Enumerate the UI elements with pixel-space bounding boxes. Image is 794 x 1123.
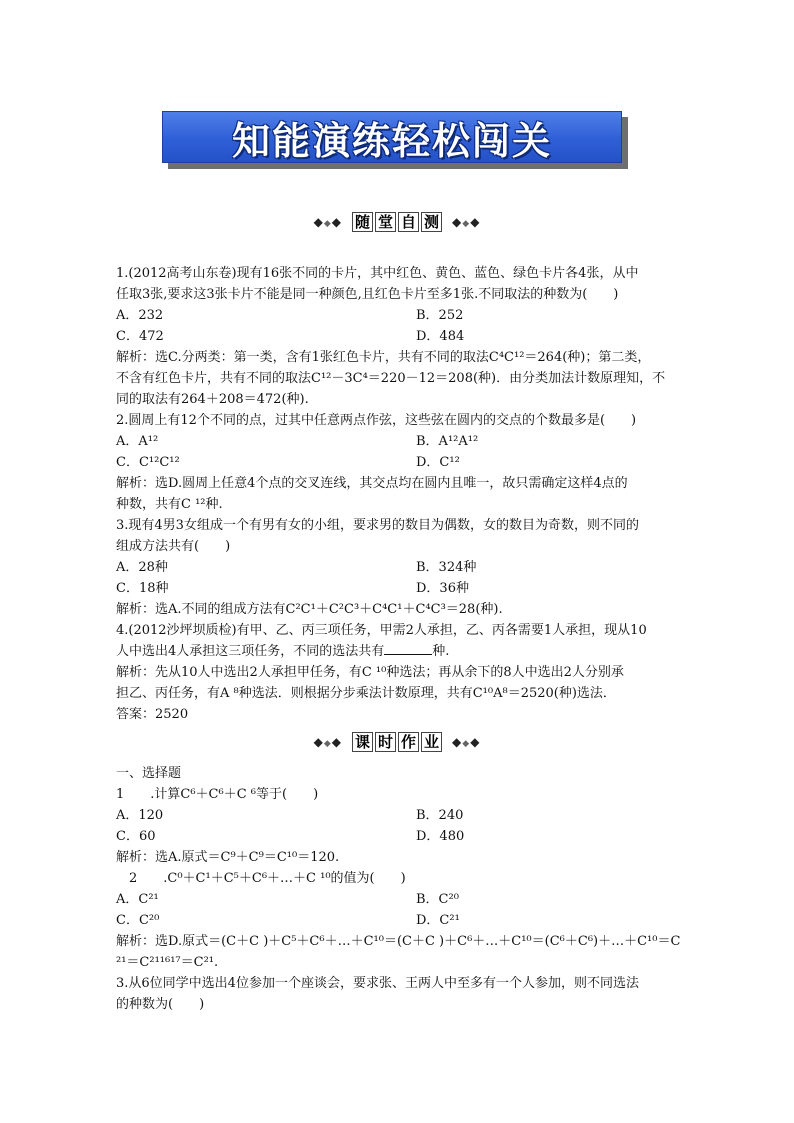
- section-title-char: 测: [421, 212, 442, 232]
- banner-box: [162, 111, 622, 163]
- solution-text: 解析：先从10人中选出2人承担甲任务，有C ¹⁰种选法；再从余下的8人中选出2人分别承: [116, 665, 624, 680]
- section-homework-content: [116, 763, 682, 1015]
- section-title: [348, 732, 446, 752]
- option: C．C²⁰: [116, 913, 160, 928]
- options-row: [116, 910, 682, 931]
- question-text: 2.圆周上有12个不同的点，过其中任意两点作弦，这些弦在圆内的交点的个数最多是( ): [116, 413, 637, 428]
- option: B．240: [416, 808, 464, 823]
- section-practice-content: [116, 263, 682, 725]
- section-header-practice: [0, 210, 794, 234]
- option: B．A¹²A¹²: [416, 434, 479, 449]
- option: A．28种: [116, 560, 168, 575]
- question-text: 2 .C⁰＋C¹＋C⁵＋C⁶＋…＋C ¹⁰的值为( ): [116, 871, 406, 886]
- section-title-char: 时: [375, 732, 396, 752]
- question-text: 3.从6位同学中选出4位参加一个座谈会，要求张、王两人中至多有一个人参加，则不同选法: [116, 976, 639, 991]
- option: B．C²⁰: [416, 892, 459, 907]
- left-ornament: ◆◆◆: [313, 735, 342, 749]
- right-ornament: ◆◆◆: [452, 735, 481, 749]
- section-title-char: 自: [398, 212, 419, 232]
- section-title-char: 业: [421, 732, 442, 752]
- answer-text: 答案：2520: [116, 707, 189, 722]
- option: B．252: [416, 308, 464, 323]
- solution-text: 担乙、丙任务，有A ⁸种选法．则根据分步乘法计数原理，共有C¹⁰A⁸＝2520(种)选法．: [116, 686, 616, 701]
- option: A．232: [116, 308, 164, 323]
- option: C．472: [116, 329, 164, 344]
- question-text: [116, 641, 682, 662]
- options-row: [116, 805, 682, 826]
- part-heading: 一、选择题: [116, 766, 182, 781]
- option: D．480: [416, 829, 465, 844]
- option: C．C¹²C¹²: [116, 455, 180, 470]
- option: D．C¹²: [416, 455, 460, 470]
- options-row: [116, 305, 682, 326]
- option: A．120: [116, 808, 164, 823]
- options-row: [116, 578, 682, 599]
- question-text: 1.(2012高考山东卷)现有16张不同的卡片，其中红色、黄色、蓝色、绿色卡片各4张，从中: [116, 266, 639, 281]
- options-row: [116, 889, 682, 910]
- right-ornament: ◆◆◆: [452, 215, 481, 229]
- solution-text: 解析：选D.圆周上任意4个点的交叉连线，其交点均在圆内且唯一，故只需确定这样4点的: [116, 476, 628, 491]
- question-text: 的种数为( ): [116, 997, 205, 1012]
- section-title-char: 随: [352, 212, 373, 232]
- question-fragment: 人中选出4人承担这三项任务，不同的选法共有: [116, 644, 385, 659]
- solution-text: 解析：选A.原式＝C⁹＋C⁹＝C¹⁰＝120.: [116, 850, 340, 865]
- question-text: 3.现有4男3女组成一个有男有女的小组，要求男的数目为偶数，女的数目为奇数，则不同的: [116, 518, 639, 533]
- option: A．C²¹: [116, 892, 159, 907]
- answer-blank[interactable]: [384, 641, 432, 655]
- option: D．36种: [416, 581, 469, 596]
- section-title-char: 课: [352, 732, 373, 752]
- options-row: [116, 326, 682, 347]
- options-row: [116, 557, 682, 578]
- option: C．60: [116, 829, 156, 844]
- solution-text: 解析：选D.原式＝(C＋C )＋C⁵＋C⁶＋…＋C¹⁰＝(C＋C )＋C⁶＋…＋C¹⁰＝(C⁶＋C⁶)＋…＋C¹⁰＝C: [116, 934, 681, 949]
- option: C．18种: [116, 581, 169, 596]
- solution-text: 解析：选C.分两类：第一类，含有1张红色卡片，共有不同的取法C⁴C¹²＝264(种)；第二类，: [116, 350, 651, 365]
- option: A．A¹²: [116, 434, 159, 449]
- solution-text: 种数，共有C ¹²种.: [116, 497, 223, 512]
- question-text: 任取3张,要求这3张卡片不能是同一种颜色,且红色卡片至多1张.不同取法的种数为( ): [116, 287, 619, 302]
- question-text: 组成方法共有( ): [116, 539, 231, 554]
- options-row: [116, 826, 682, 847]
- option: D．484: [416, 329, 465, 344]
- title-banner: [162, 111, 628, 169]
- section-title-char: 作: [398, 732, 419, 752]
- section-title-char: 堂: [375, 212, 396, 232]
- question-text: 1 .计算C⁶＋C⁶＋C ⁶等于( ): [116, 787, 319, 802]
- page-title: 知能演练轻松闯关: [231, 117, 552, 163]
- section-header-homework: [0, 730, 794, 754]
- option: B．324种: [416, 560, 477, 575]
- option: D．C²¹: [416, 913, 460, 928]
- question-text: 4.(2012沙坪坝质检)有甲、乙、丙三项任务，甲需2人承担，乙、丙各需要1人承担，现从10: [116, 623, 647, 638]
- options-row: [116, 431, 682, 452]
- section-title: [348, 212, 446, 232]
- solution-text: 解析：选A.不同的组成方法有C²C¹＋C²C³＋C⁴C¹＋C⁴C³＝28(种).: [116, 602, 503, 617]
- question-fragment: 种.: [432, 644, 450, 659]
- left-ornament: ◆◆◆: [313, 215, 342, 229]
- solution-text: ²¹＝C²¹¹⁶¹⁷＝C²¹.: [116, 955, 219, 970]
- options-row: [116, 452, 682, 473]
- solution-text: 同的取法有264＋208＝472(种).: [116, 392, 309, 407]
- solution-text: 不含有红色卡片，共有不同的取法C¹²－3C⁴＝220－12＝208(种)．由分类加法计数原理知，不: [116, 371, 666, 386]
